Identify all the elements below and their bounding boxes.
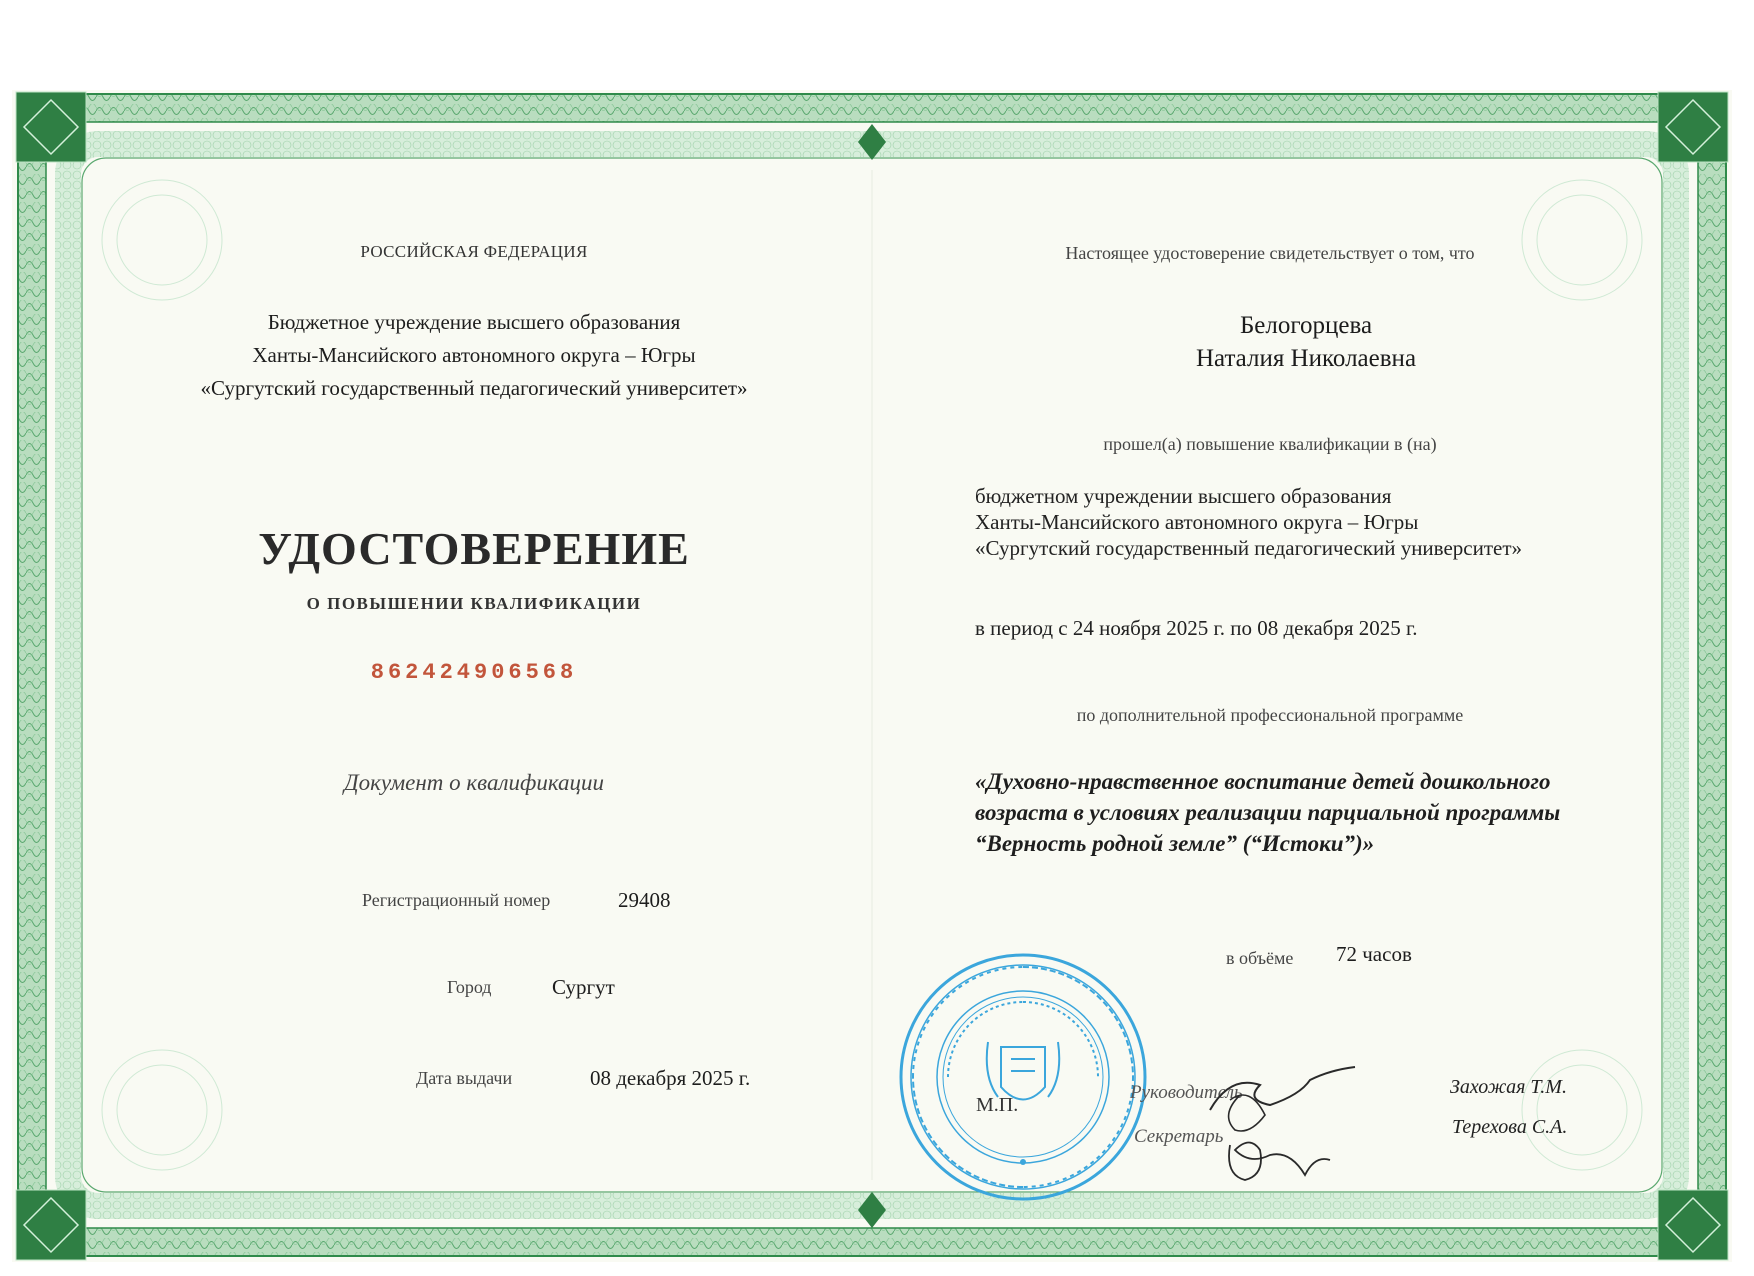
recipient-surname: Белогорцева	[1239, 312, 1373, 339]
city-label: Город	[447, 977, 492, 997]
program-label: по дополнительной профессиональной программе	[1076, 705, 1464, 725]
org-line-1: бюджетном учреждении высшего образования	[975, 484, 1392, 508]
institution-line-1: Бюджетное учреждение высшего образования	[267, 310, 681, 334]
institution-line-3: «Сургутский государственный педагогический университет»	[200, 376, 748, 400]
program-line-1: «Духовно-нравственное воспитание детей дошкольного	[975, 769, 1551, 794]
document-type: Документ о квалификации	[343, 770, 605, 795]
volume-value: 72 часов	[1336, 942, 1412, 966]
registration-label: Регистрационный номер	[362, 890, 551, 910]
issue-date-value: 08 декабря 2025 г.	[590, 1066, 751, 1090]
certificate-title: УДОСТОВЕРЕНИЕ	[258, 523, 690, 574]
program-line-3: “Верность родной земле” (“Истоки”)»	[975, 831, 1375, 856]
issue-date-label: Дата выдачи	[416, 1068, 513, 1088]
official-seal	[893, 947, 1153, 1207]
org-line-3: «Сургутский государственный педагогический университет»	[975, 536, 1523, 560]
secretary-name: Терехова С.А.	[1452, 1116, 1568, 1138]
program-line-2: возраста в условиях реализации парциальной программы	[975, 800, 1561, 825]
city-value: Сургут	[552, 975, 615, 999]
period-text: в период с 24 ноября 2025 г. по 08 декабря 2025 г.	[975, 616, 1418, 640]
secretary-role-label: Секретарь	[1134, 1126, 1224, 1147]
handwritten-signatures	[1190, 1055, 1360, 1185]
serial-number: 862424906568	[370, 660, 578, 685]
certificate-subtitle: О ПОВЫШЕНИИ КВАЛИФИКАЦИИ	[306, 594, 642, 613]
country-label: РОССИЙСКАЯ ФЕДЕРАЦИЯ	[360, 242, 588, 261]
passed-text: прошел(а) повышение квалификации в (на)	[1103, 434, 1437, 454]
intro-text: Настоящее удостоверение свидетельствует о том, что	[1065, 243, 1475, 263]
head-name: Захожая Т.М.	[1450, 1076, 1567, 1098]
head-role-label: Руководитель	[1130, 1082, 1243, 1103]
volume-label: в объёме	[1226, 948, 1294, 968]
seal-place-label: М.П.	[976, 1094, 1019, 1116]
org-line-2: Ханты-Мансийского автономного округа – Югры	[975, 510, 1419, 534]
recipient-given-names: Наталия Николаевна	[1195, 345, 1417, 372]
institution-line-2: Ханты-Мансийского автономного округа – Югры	[252, 343, 696, 367]
registration-number: 29408	[618, 888, 671, 912]
